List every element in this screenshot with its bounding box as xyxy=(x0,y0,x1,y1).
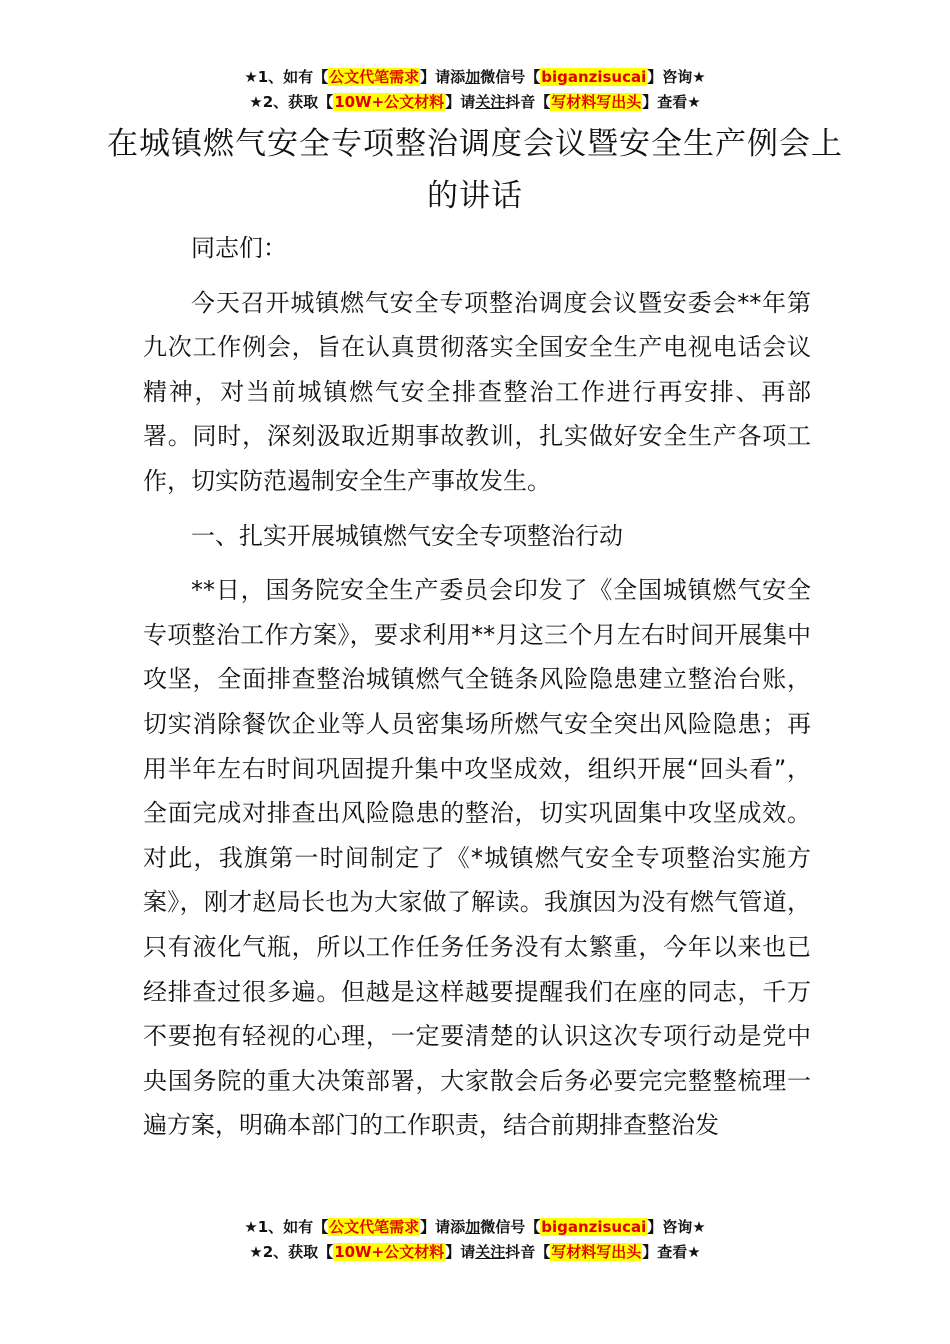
ad-highlight-douyin-account: 写材料写出头 xyxy=(551,1243,642,1261)
ad-text: ★2、获取【 xyxy=(249,1243,334,1261)
ad-text: 】咨询★ xyxy=(647,68,706,86)
ad-highlight-service: 公文代笔需求 xyxy=(329,1218,420,1236)
greeting: 同志们： xyxy=(191,234,287,262)
ad-line-2 xyxy=(0,1241,950,1266)
ad-line-1 xyxy=(0,66,950,91)
ad-text: ★2、获取【 xyxy=(249,93,334,111)
document-body xyxy=(143,226,811,1158)
ad-underlined-text: 加 xyxy=(465,68,481,86)
ad-highlight-wechat-id: biganzisucai xyxy=(541,1218,647,1236)
ad-highlight-materials: 10W+公文材料 xyxy=(334,1243,445,1261)
ad-text: 】查看★ xyxy=(642,93,701,111)
ad-underlined-text: 关注 xyxy=(475,1243,506,1261)
ad-text: 】请添 xyxy=(420,1218,466,1236)
ad-text: 】请 xyxy=(445,93,476,111)
footer-ad-banner xyxy=(0,1216,950,1266)
ad-text: 】请添 xyxy=(420,68,466,86)
ad-line-2 xyxy=(0,91,950,116)
document-title: 在城镇燃气安全专项整治调度会议暨安全生产例会上的讲话 xyxy=(107,126,843,214)
ad-text: 微信号【 xyxy=(480,1218,541,1236)
ad-text: 】查看★ xyxy=(642,1243,701,1261)
ad-text: 】请 xyxy=(445,1243,476,1261)
ad-underlined-text: 加 xyxy=(465,1218,481,1236)
ad-text: 抖音【 xyxy=(505,1243,551,1261)
paragraph-intro: 今天召开城镇燃气安全专项整治调度会议暨安委会**年第九次工作例会，旨在认真贯彻落实全国安全生产电视电话会议精神，对当前城镇燃气安全排查整治工作进行再安排、再部署。同时，深刻汲取近期事故教训，扎实做好安全生产各项工作，切实防范遏制安全生产事故发生。 xyxy=(143,288,811,495)
ad-text: ★1、如有【 xyxy=(244,68,329,86)
ad-text: 】咨询★ xyxy=(647,1218,706,1236)
ad-highlight-service: 公文代笔需求 xyxy=(329,68,420,86)
section-heading-1: 一、扎实开展城镇燃气安全专项整治行动 xyxy=(191,521,623,550)
header-ad-banner xyxy=(0,66,950,116)
ad-highlight-materials: 10W+公文材料 xyxy=(334,93,445,111)
ad-text: 微信号【 xyxy=(480,68,541,86)
ad-underlined-text: 关注 xyxy=(475,93,506,111)
ad-text: ★1、如有【 xyxy=(244,1218,329,1236)
ad-highlight-wechat-id: biganzisucai xyxy=(541,68,647,86)
ad-line-1 xyxy=(0,1216,950,1241)
ad-text: 抖音【 xyxy=(505,93,551,111)
paragraph-section-1: **日，国务院安全生产委员会印发了《全国城镇燃气安全专项整治工作方案》，要求利用**月这三个月左右时间开展集中攻坚，全面排查整治城镇燃气全链条风险隐患建立整治台账，切实消除餐饮企业等人员密集场所燃气安全突出风险隐患；再用半年左右时间巩固提升集中攻坚成效，组织开展“回头看”，全面完成对排查出风险隐患的整治，切实巩固集中攻坚成效。对此，我旗第一时间制定了《*城镇燃气安全专项整治实施方案》，刚才赵局长也为大家做了解读。我旗因为没有燃气管道，只有液化气瓶，所以工作任务任务没有太繁重，今年以来也已经排查过很多遍。但越是这样越要提醒我们在座的同志，千万不要抱有轻视的心理，一定要清楚的认识这次专项行动是党中央国务院的重大决策部署，大家散会后务必要完完整整梳理一遍方案，明确本部门的工作职责，结合前期排查整治发 xyxy=(143,576,811,1140)
ad-highlight-douyin-account: 写材料写出头 xyxy=(551,93,642,111)
